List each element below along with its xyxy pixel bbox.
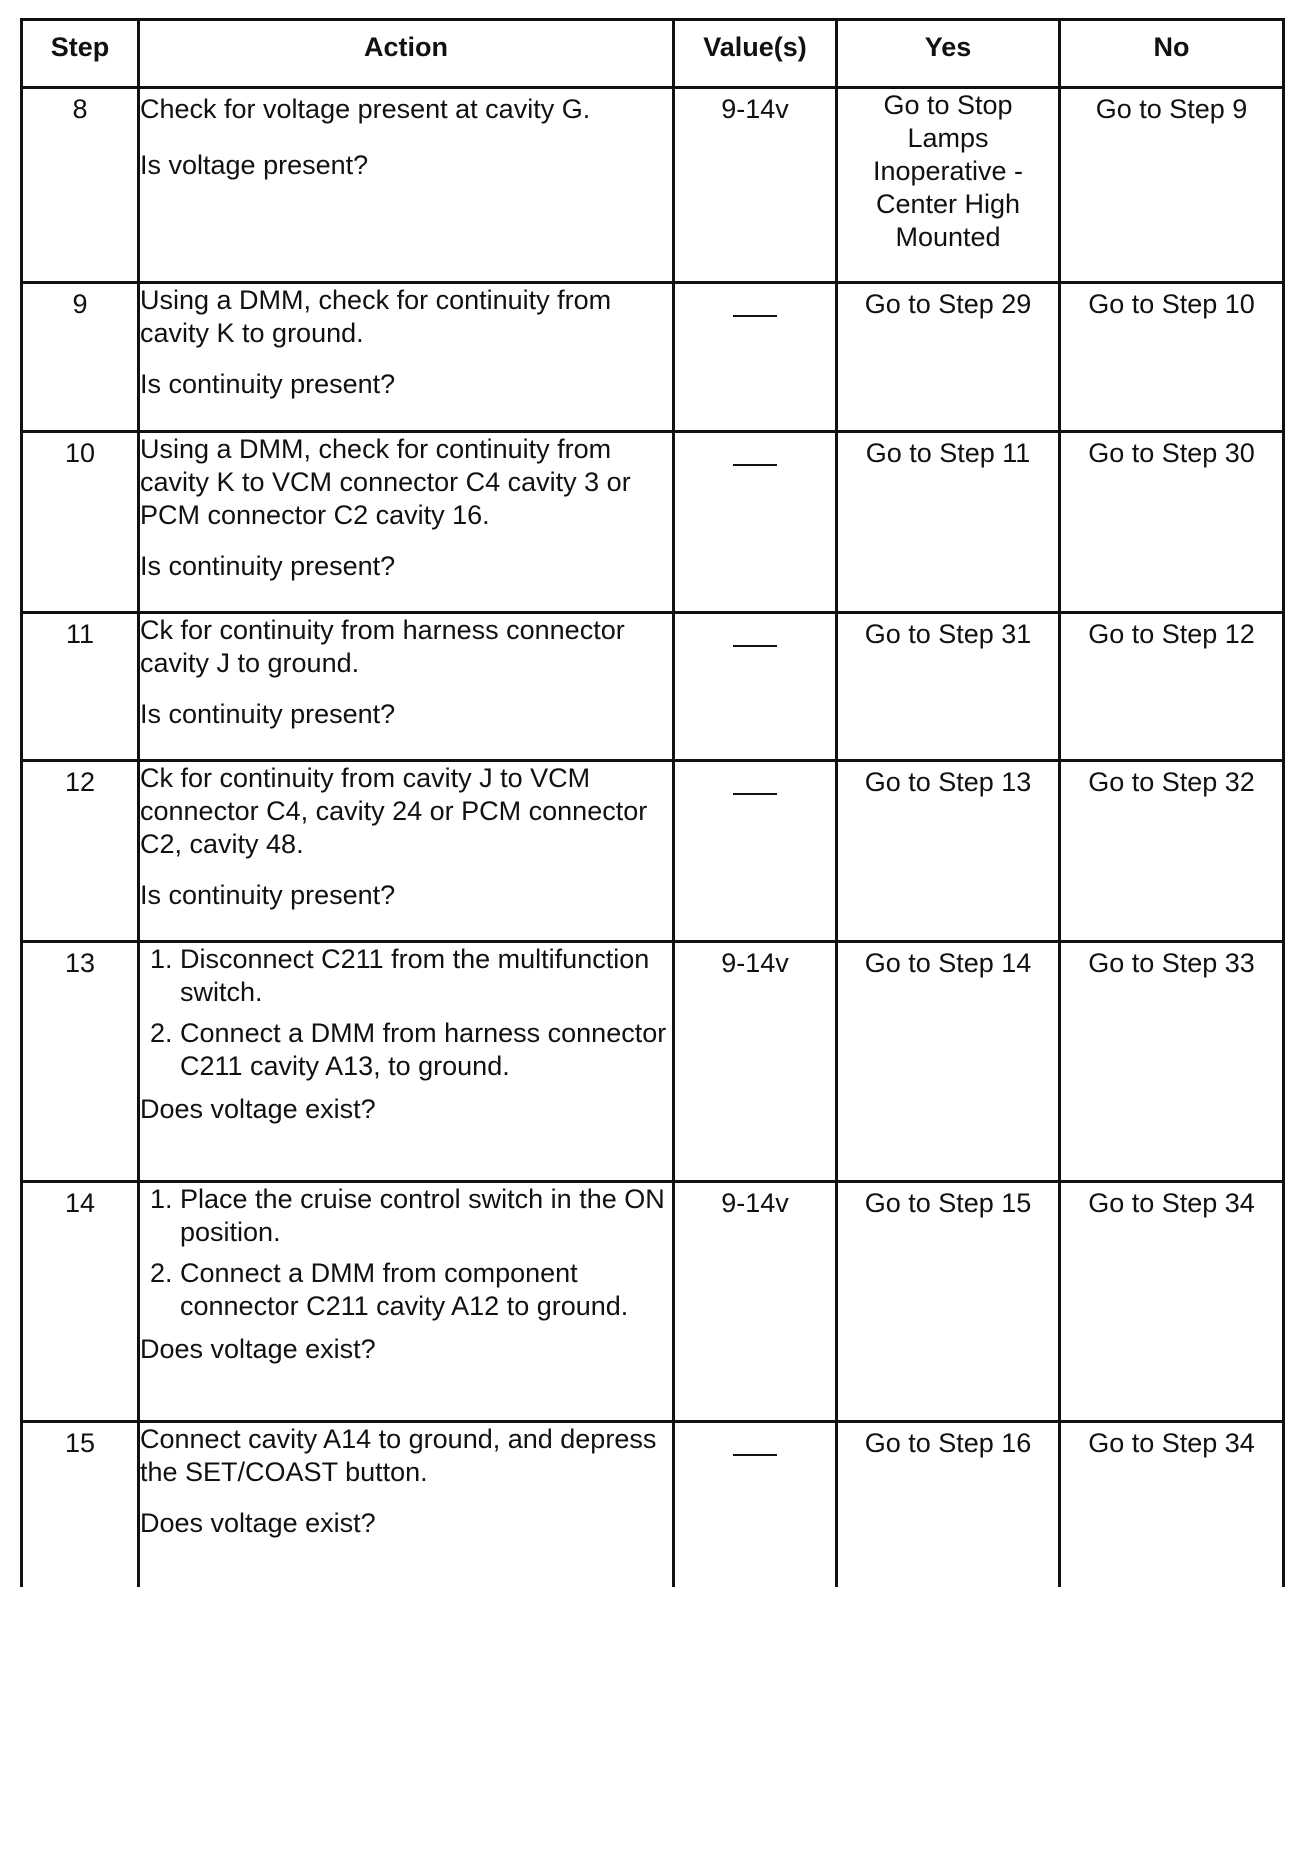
- action-cell: [139, 613, 674, 761]
- action-question: Is continuity present?: [140, 369, 396, 399]
- action-text: Ck for continuity from harness connector cavity J to ground.: [140, 615, 625, 678]
- no-value-dash: [733, 464, 777, 466]
- table-row-step-14: [22, 1182, 1284, 1422]
- no-cell: Go to Step 9: [1060, 88, 1284, 283]
- no-value-dash: [733, 1454, 777, 1456]
- yes-cell: Go to Step 16: [837, 1422, 1060, 1587]
- no-cell: Go to Step 12: [1060, 613, 1284, 761]
- value-cell: [674, 1422, 837, 1587]
- value-cell: 9-14v: [674, 1182, 837, 1422]
- list-item: 2. Connect a DMM from harness connector C211 cavity A13, to ground.: [150, 1018, 667, 1081]
- step-number: 10: [22, 432, 139, 613]
- no-cell: Go to Step 10: [1060, 283, 1284, 432]
- yes-cell: Go to Step 14: [837, 942, 1060, 1182]
- action-cell: [139, 1422, 674, 1587]
- value-cell: [674, 283, 837, 432]
- step-number: 9: [22, 283, 139, 432]
- header-values: Value(s): [674, 20, 837, 88]
- action-text: Using a DMM, check for continuity from cavity K to ground.: [140, 285, 612, 348]
- action-text: Using a DMM, check for continuity from cavity K to VCM connector C4 cavity 3 or PCM connector C2 cavity 16.: [140, 434, 631, 530]
- action-question: Is continuity present?: [140, 551, 396, 581]
- table-row-step-9: [22, 283, 1284, 432]
- header-row: [22, 20, 1284, 88]
- action-cell: [139, 88, 674, 283]
- no-value-dash: [733, 645, 777, 647]
- yes-cell: Go to Step 13: [837, 761, 1060, 942]
- no-cell: Go to Step 30: [1060, 432, 1284, 613]
- no-value-dash: [733, 315, 777, 317]
- action-cell: [139, 761, 674, 942]
- yes-cell: Go to Step 31: [837, 613, 1060, 761]
- step-number: 12: [22, 761, 139, 942]
- header-yes: Yes: [837, 20, 1060, 88]
- no-cell: Go to Step 33: [1060, 942, 1284, 1182]
- list-item: 2. Connect a DMM from component connector C211 cavity A12 to ground.: [150, 1258, 629, 1321]
- action-list: [140, 1183, 672, 1323]
- action-cell: [139, 283, 674, 432]
- header-no: No: [1060, 20, 1284, 88]
- table-row-step-13: [22, 942, 1284, 1182]
- step-number: 11: [22, 613, 139, 761]
- no-cell: Go to Step 32: [1060, 761, 1284, 942]
- diagnostic-steps-table: [20, 18, 1285, 1587]
- action-question: Is voltage present?: [140, 150, 369, 180]
- header-action: Action: [139, 20, 674, 88]
- list-item: 1. Place the cruise control switch in the ON position.: [150, 1184, 665, 1247]
- action-text: Check for voltage present at cavity G.: [140, 94, 591, 124]
- value-cell: [674, 432, 837, 613]
- action-question: Does voltage exist?: [140, 1334, 376, 1364]
- yes-cell: Go to Step 11: [837, 432, 1060, 613]
- yes-cell: Go to Step 29: [837, 283, 1060, 432]
- step-number: 14: [22, 1182, 139, 1422]
- action-cell: [139, 432, 674, 613]
- step-number: 15: [22, 1422, 139, 1587]
- value-cell: [674, 761, 837, 942]
- action-question: Is continuity present?: [140, 699, 396, 729]
- table-row-step-11: [22, 613, 1284, 761]
- header-step: Step: [22, 20, 139, 88]
- action-text: Ck for continuity from cavity J to VCM connector C4, cavity 24 or PCM connector C2, cavity 48.: [140, 763, 648, 859]
- action-question: Is continuity present?: [140, 880, 396, 910]
- table-row-step-8: [22, 88, 1284, 283]
- value-cell: [674, 613, 837, 761]
- no-cell: Go to Step 34: [1060, 1422, 1284, 1587]
- action-cell: [139, 1182, 674, 1422]
- yes-cell: Go to Step 15: [837, 1182, 1060, 1422]
- action-question: Does voltage exist?: [140, 1508, 376, 1538]
- value-cell: 9-14v: [674, 88, 837, 283]
- table-row-step-10: [22, 432, 1284, 613]
- table-row-step-15: [22, 1422, 1284, 1587]
- table-header: [22, 20, 1284, 88]
- table-row-step-12: [22, 761, 1284, 942]
- action-list: [140, 943, 672, 1083]
- no-value-dash: [733, 793, 777, 795]
- no-cell: Go to Step 34: [1060, 1182, 1284, 1422]
- step-number: 13: [22, 942, 139, 1182]
- action-question: Does voltage exist?: [140, 1094, 376, 1124]
- step-number: 8: [22, 88, 139, 283]
- yes-cell: Go to Stop Lamps Inoperative - Center High Mounted: [837, 88, 1060, 283]
- action-cell: [139, 942, 674, 1182]
- list-item: 1. Disconnect C211 from the multifunction switch.: [150, 944, 650, 1007]
- value-cell: 9-14v: [674, 942, 837, 1182]
- action-text: Connect cavity A14 to ground, and depress the SET/COAST button.: [140, 1424, 657, 1487]
